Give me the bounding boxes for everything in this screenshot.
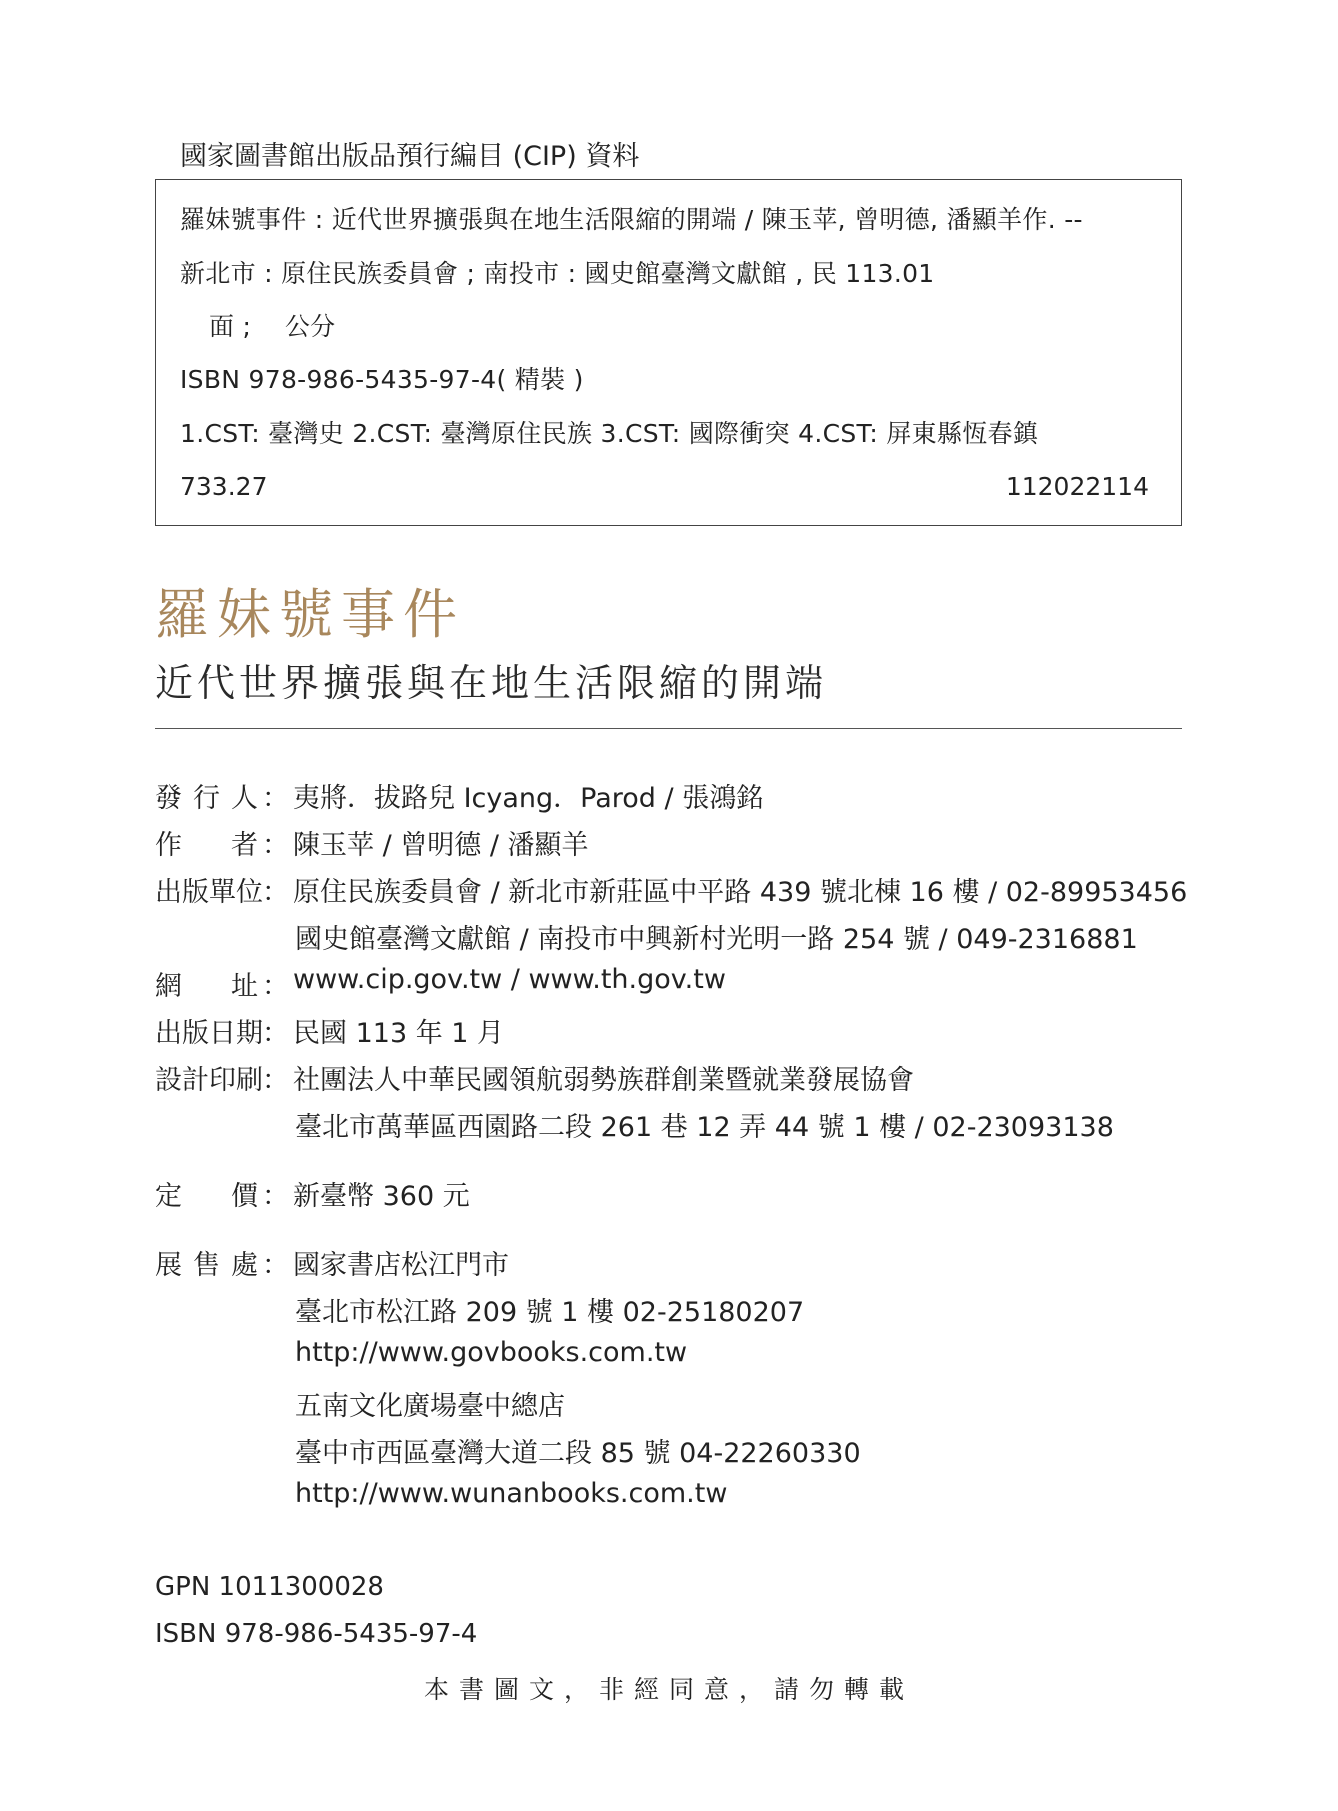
cip-subjects-line: 1.CST: 臺灣史 2.CST: 臺灣原住民族 3.CST: 國際衝突 4.CST: 屏東縣恆春鎮 [180, 419, 1039, 448]
gpn-line: GPN 1011300028 [155, 1572, 384, 1602]
copyright-notice: 本書圖文，非經同意，請勿轉載 [423, 1675, 914, 1704]
divider-rule [155, 728, 1182, 729]
colon: ： [262, 971, 289, 1002]
sales-value-4: 五南文化廣場臺中總店 [295, 1391, 565, 1422]
label-char: 價 [231, 1181, 258, 1212]
publishing-unit-value-2: 國史館臺灣文獻館 / 南投市中興新村光明一路 254 號 / 049-2316881 [295, 924, 1138, 955]
label-char: 者 [231, 830, 258, 861]
design-print-label [155, 1058, 263, 1097]
label-char: 售 [193, 1250, 220, 1281]
design-print-value-2: 臺北市萬華區西園路二段 261 巷 12 弄 44 號 1 樓 / 02-23093138 [295, 1112, 1114, 1143]
book-subtitle: 近代世界擴張與在地生活限縮的開端 [155, 661, 828, 705]
label-char: 行 [193, 783, 220, 814]
colon: ： [262, 877, 289, 908]
label-char: 網 [155, 971, 182, 1002]
price-value: 新臺幣 360 元 [293, 1181, 470, 1212]
publisher-row [155, 776, 763, 815]
publisher-label [155, 776, 258, 815]
label-char: 發 [155, 783, 182, 814]
website-label [155, 964, 258, 1003]
price-label [155, 1174, 258, 1213]
label-char: 展 [155, 1250, 182, 1281]
website-value: www.cip.gov.tw / www.th.gov.tw [293, 964, 726, 995]
label-char: 定 [155, 1181, 182, 1212]
label-char: 作 [155, 830, 182, 861]
sales-value-6: http://www.wunanbooks.com.tw [295, 1478, 728, 1509]
label-char: 址 [231, 971, 258, 1002]
cip-title-line: 羅妹號事件 : 近代世界擴張與在地生活限縮的開端 / 陳玉苹, 曾明德, 潘顯羊作. -- [180, 205, 1083, 234]
book-title: 羅妹號事件 [155, 583, 465, 646]
label-char: 人 [231, 783, 258, 814]
sales-value-5: 臺中市西區臺灣大道二段 85 號 04-22260330 [295, 1438, 861, 1469]
price-row [155, 1174, 470, 1213]
author-label [155, 823, 258, 862]
publisher-value: 夷將．拔路兒 Icyang．Parod / 張鴻銘 [293, 783, 764, 814]
cip-heading: 國家圖書館出版品預行編目 (CIP) 資料 [180, 141, 640, 172]
isbn-line: ISBN 978-986-5435-97-4 [155, 1619, 478, 1649]
sales-value-2: 臺北市松江路 209 號 1 樓 02-25180207 [295, 1297, 805, 1328]
label-text: 出版日期 [155, 1018, 263, 1049]
sales-value-1: 國家書店松江門市 [293, 1250, 509, 1281]
cip-classification: 733.27 [180, 472, 268, 501]
colon: ： [262, 1018, 289, 1049]
design-print-value-1: 社團法人中華民國領航弱勢族群創業暨就業發展協會 [293, 1065, 914, 1096]
sales-row [155, 1243, 509, 1282]
label-char: 處 [231, 1250, 258, 1281]
cip-record-number: 112022114 [1005, 472, 1149, 501]
publishing-unit-row [155, 870, 1187, 909]
colon: ： [262, 830, 289, 861]
sales-value-3: http://www.govbooks.com.tw [295, 1337, 688, 1368]
label-text: 出版單位 [155, 877, 263, 908]
colon: ： [262, 1181, 289, 1212]
cip-physical-line: 面 ; 公分 [209, 312, 336, 341]
sales-label [155, 1243, 258, 1282]
publishing-unit-label [155, 870, 263, 909]
publication-date-value: 民國 113 年 1 月 [293, 1018, 505, 1049]
design-print-row [155, 1058, 914, 1097]
publication-date-label [155, 1011, 263, 1050]
colon: ： [262, 783, 289, 814]
label-text: 設計印刷 [155, 1065, 263, 1096]
cip-isbn-line: ISBN 978-986-5435-97-4( 精裝 ) [180, 365, 584, 394]
colon: ： [262, 1250, 289, 1281]
publication-date-row [155, 1011, 504, 1050]
publishing-unit-value-1: 原住民族委員會 / 新北市新莊區中平路 439 號北棟 16 樓 / 02-89953456 [293, 877, 1188, 908]
author-value: 陳玉苹 / 曾明德 / 潘顯羊 [293, 830, 589, 861]
website-row [155, 964, 726, 1003]
cip-record-box [155, 179, 1182, 526]
author-row [155, 823, 589, 862]
cip-publisher-line: 新北市 : 原住民族委員會 ; 南投市 : 國史館臺灣文獻館 , 民 113.01 [180, 259, 935, 288]
colon: ： [262, 1065, 289, 1096]
